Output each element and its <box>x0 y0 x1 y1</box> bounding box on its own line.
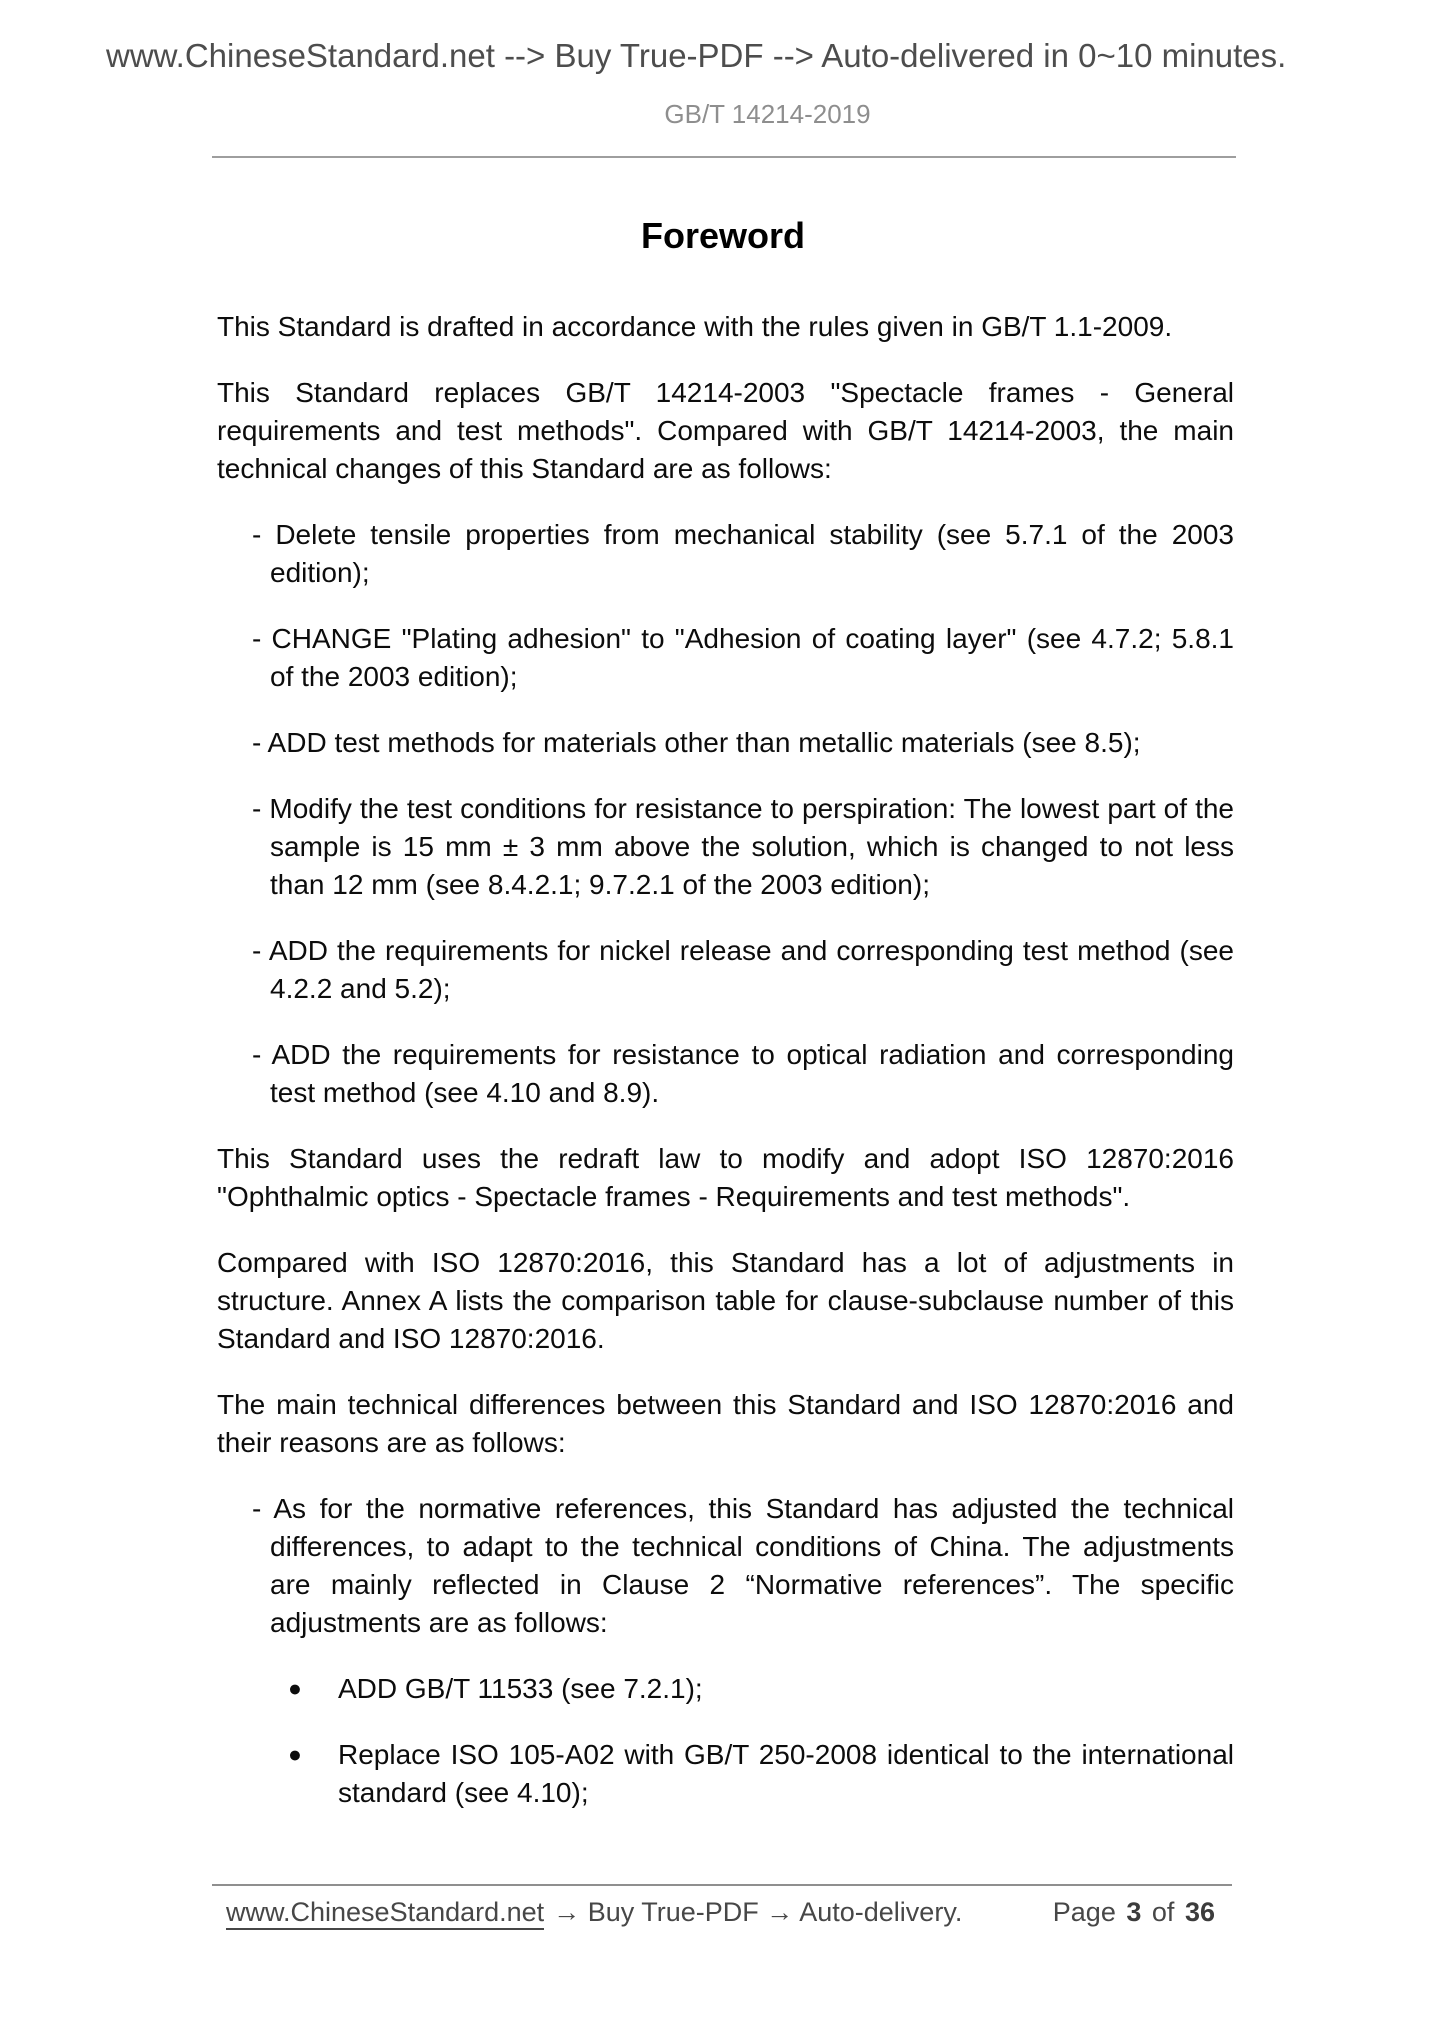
dash-list-item: - Delete tensile properties from mechanical stability (see 5.7.1 of the 2003 edition); <box>252 519 1234 588</box>
footer-row <box>212 1886 1234 1929</box>
paragraph: The main technical differences between this Standard and ISO 12870:2016 and their reasons are as follows: <box>217 1389 1234 1458</box>
bullet-icon: ● <box>288 1741 302 1767</box>
dash-list-item: - CHANGE "Plating adhesion" to "Adhesion of coating layer" (see 4.7.2; 5.8.1 of the 2003 edition); <box>252 623 1234 692</box>
dash-list-item: - ADD the requirements for nickel release and corresponding test method (see 4.2.2 and 5.2); <box>252 935 1234 1004</box>
page-of: of <box>1151 1897 1175 1927</box>
footer-left <box>226 1895 962 1929</box>
paragraph: This Standard replaces GB/T 14214-2003 "Spectacle frames - General requirements and test methods". Compared with GB/T 14214-2003, the main technical changes of this Standard are as follows: <box>217 377 1234 484</box>
dash-list-item: - ADD the requirements for resistance to optical radiation and corresponding test method (see 4.10 and 8.9). <box>252 1039 1234 1108</box>
page-current: 3 <box>1126 1897 1142 1927</box>
dash-list-item: - Modify the test conditions for resistance to perspiration: The lowest part of the sample is 15 mm ± 3 mm above the solution, which is changed to not less than 12 mm (see 8.4.2.1; 9.7.2.1 of the 2003 edition); <box>252 793 1234 900</box>
standard-number: GB/T 14214-2019 <box>664 99 871 129</box>
paragraph: Compared with ISO 12870:2016, this Standard has a lot of adjustments in structure. Annex A lists the comparison table for clause-subclause number of this Standard and ISO 12870:2016. <box>217 1247 1234 1354</box>
site-link[interactable]: www.ChineseStandard.net <box>226 1897 544 1930</box>
bullet-icon: ● <box>288 1675 302 1701</box>
footer-tagline: → Buy True-PDF → Auto-delivery. <box>553 1897 963 1927</box>
bullet-list-item <box>212 1670 1234 1708</box>
page-indicator <box>1053 1895 1218 1929</box>
page-footer <box>212 1884 1234 1929</box>
page-label: Page <box>1052 1897 1116 1927</box>
bullet-list-item <box>212 1736 1234 1812</box>
dash-list-item: - ADD test methods for materials other than metallic materials (see 8.5); <box>252 727 1141 758</box>
paragraph: This Standard uses the redraft law to modify and adopt ISO 12870:2016 "Ophthalmic optics - Spectacle frames - Requirements and test methods". <box>217 1143 1234 1212</box>
paragraph: This Standard is drafted in accordance with the rules given in GB/T 1.1-2009. <box>217 311 1173 342</box>
site-banner: www.ChineseStandard.net --> Buy True-PDF --> Auto-delivered in 0~10 minutes. <box>106 37 1287 74</box>
page-content <box>212 158 1234 1840</box>
page-title: Foreword <box>640 215 805 256</box>
dash-list-item: - As for the normative references, this Standard has adjusted the technical differences, to adapt to the technical conditions of China. The adjustments are mainly reflected in Clause 2 “Normative references”. The specific adjustments are as follows: <box>252 1493 1234 1638</box>
bullet-item-text: ADD GB/T 11533 (see 7.2.1); <box>338 1673 703 1704</box>
page-total: 36 <box>1184 1897 1215 1927</box>
bullet-item-text: Replace ISO 105-A02 with GB/T 250-2008 identical to the international standard (see 4.10); <box>338 1739 1234 1808</box>
